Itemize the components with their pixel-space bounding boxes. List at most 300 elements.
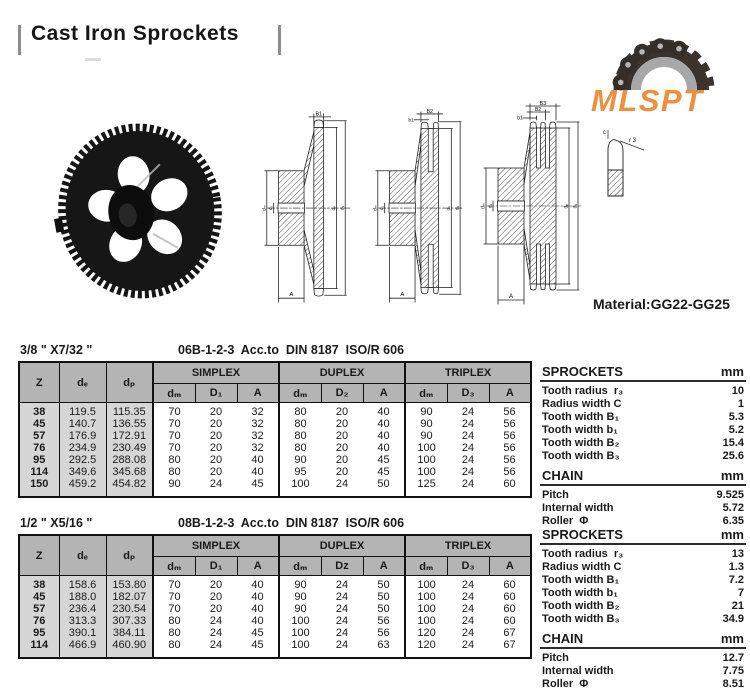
column-header: dₘ: [153, 384, 195, 403]
table-cell: 288.08: [106, 454, 153, 466]
spec-row: [540, 587, 746, 600]
spec-value: 7: [737, 586, 744, 599]
table-cell: 45: [251, 639, 264, 651]
column-header: D₂: [321, 384, 363, 403]
spec-row: [540, 437, 746, 450]
table-cell: 100: [279, 615, 321, 627]
group-header-triplex: TRIPLEX: [405, 362, 531, 384]
spec-row: [540, 652, 746, 665]
table-cell: 70: [153, 442, 195, 454]
spec-value: 1: [737, 397, 744, 410]
section1-size-label: 3/8 " X7/32 ": [20, 343, 93, 357]
table-cell: 313.3: [59, 615, 106, 627]
spec-label: Tooth width b₁: [542, 423, 618, 436]
table-cell: 90: [279, 576, 321, 592]
table-cell: 20: [209, 603, 223, 615]
table-row: [19, 403, 531, 419]
table-cell: 57: [19, 603, 59, 615]
table-cell: 24: [209, 627, 223, 639]
table-cell: 80: [153, 627, 195, 639]
table-cell: 466.9: [59, 639, 106, 658]
spec-row: [540, 411, 746, 424]
spec-row: [540, 613, 746, 626]
dim-label-r3: r 3: [629, 138, 637, 144]
spec-value: 12.7: [722, 652, 744, 665]
table-cell: 24: [335, 603, 349, 615]
spec-value: 7.75: [722, 665, 744, 678]
dim-label-B3: B3: [539, 101, 547, 107]
brand-text: MLSPT: [591, 83, 704, 118]
table-cell: 150: [19, 478, 59, 497]
table-cell: 80: [279, 403, 321, 419]
column-header: A: [489, 384, 531, 403]
table-cell: 100: [405, 576, 447, 592]
table-cell: 24: [461, 603, 475, 615]
table-cell: 80: [153, 454, 195, 466]
table-cell: 24: [461, 639, 475, 651]
table-cell: 90: [405, 418, 447, 430]
group-header-duplex: DUPLEX: [279, 362, 405, 384]
column-header: A: [237, 384, 279, 403]
table-cell: 24: [461, 454, 475, 466]
dim-label-d1: d₁: [379, 206, 385, 210]
table-row: [19, 442, 531, 454]
sprockets-heading: SPROCKETS: [542, 527, 623, 542]
sprockets-spec-list: [540, 548, 746, 625]
table-cell: 80: [153, 466, 195, 478]
table-cell: 50: [377, 579, 390, 591]
dim-label-b1: b1: [408, 118, 414, 124]
table-cell: 24: [461, 615, 475, 627]
sprockets-heading-row: [540, 364, 746, 382]
table-cell: 345.68: [106, 466, 153, 478]
simplex-section-drawing: [252, 110, 360, 308]
table-cell: 125: [405, 478, 447, 497]
table-cell: 24: [461, 478, 475, 490]
table-cell: 20: [335, 466, 349, 478]
table-cell: 100: [405, 442, 447, 454]
table-cell: 56: [503, 406, 516, 418]
spec-label: Tooth width B₂: [542, 599, 620, 612]
sprockets-heading: SPROCKETS: [542, 364, 623, 379]
table-cell: 24: [335, 639, 349, 651]
table-row: [19, 454, 531, 466]
column-header: A: [363, 557, 405, 576]
spec-value: 34.9: [722, 612, 744, 625]
tooth-profile-detail-drawing: [588, 126, 646, 210]
dim-label-A: A: [289, 292, 294, 299]
spec-label: Roller Φ: [542, 515, 589, 528]
table-cell: 188.0: [59, 591, 106, 603]
spec-value: 1.3: [728, 560, 744, 573]
table-cell: 90: [153, 478, 195, 497]
table-cell: 24: [461, 418, 475, 430]
unit-label: mm: [720, 631, 744, 647]
sprocket-table-06b: [18, 361, 532, 498]
spec-label: Tooth radius r₃: [542, 548, 624, 560]
spec-label: Tooth width B₃: [542, 612, 620, 625]
spec-row: [540, 450, 746, 463]
chain-heading: CHAIN: [542, 631, 584, 647]
table-cell: 40: [251, 454, 264, 466]
spec-value: 10: [731, 385, 744, 397]
table-cell: 390.1: [59, 627, 106, 639]
column-header: D₁: [195, 384, 237, 403]
table-row: [19, 576, 531, 592]
table-cell: 24: [209, 615, 223, 627]
table-cell: 20: [209, 591, 223, 603]
table-cell: 24: [335, 478, 349, 490]
table-row: [19, 418, 531, 430]
table-cell: 114: [19, 466, 59, 478]
table-cell: 236.4: [59, 603, 106, 615]
table-cell: 24: [461, 627, 475, 639]
dim-label-dm: dₘ: [373, 205, 379, 211]
column-header-z: Z: [19, 362, 59, 403]
dim-label-B2: B2: [534, 107, 542, 113]
column-header-dp: dₚ: [106, 362, 153, 403]
table-cell: 56: [503, 418, 516, 430]
table-cell: 70: [153, 603, 195, 615]
column-header: dₘ: [153, 557, 195, 576]
table-cell: 80: [153, 639, 195, 658]
table-cell: 20: [209, 454, 223, 466]
spec-row: [540, 561, 746, 574]
table-cell: 70: [153, 576, 195, 592]
table-cell: 100: [405, 591, 447, 603]
column-header-de: dₑ: [59, 362, 106, 403]
table-cell: 70: [153, 418, 195, 430]
chain-heading-row: [540, 631, 746, 649]
table-cell: 76: [19, 442, 59, 454]
table-cell: 95: [19, 627, 59, 639]
table-cell: 45: [19, 418, 59, 430]
page-title: Cast Iron Sprockets: [31, 22, 239, 45]
table-cell: 158.6: [59, 576, 106, 592]
column-header-z: Z: [19, 535, 59, 576]
chain-spec-list: [540, 489, 746, 528]
table-row: [19, 591, 531, 603]
dim-label-de: dₑ: [572, 203, 579, 209]
table-cell: 20: [335, 454, 349, 466]
chain-spec-list: [540, 652, 746, 691]
table-cell: 60: [503, 579, 516, 591]
table-row: [19, 615, 531, 627]
table-cell: 40: [251, 615, 264, 627]
table-cell: 119.5: [59, 403, 106, 419]
table-cell: 230.49: [106, 442, 153, 454]
column-header: dₘ: [279, 384, 321, 403]
group-header-triplex: TRIPLEX: [405, 535, 531, 557]
table-cell: 24: [335, 615, 349, 627]
table-cell: 100: [405, 603, 447, 615]
dim-label-d1: d₁: [487, 203, 493, 209]
group-header-simplex: SIMPLEX: [153, 535, 279, 557]
table-cell: 90: [279, 454, 321, 466]
brand-logo: [586, 14, 738, 118]
table-cell: 56: [503, 430, 516, 442]
table-cell: 56: [503, 466, 516, 478]
dim-label-d1: d₁: [268, 206, 274, 210]
column-header-dp: dₚ: [106, 535, 153, 576]
spec-value: 25.6: [722, 449, 744, 462]
table-cell: 172.91: [106, 430, 153, 442]
table-cell: 32: [251, 406, 264, 418]
table-row: [19, 478, 531, 497]
table-cell: 136.55: [106, 418, 153, 430]
column-header: Dz: [321, 557, 363, 576]
spec-row: [540, 385, 746, 398]
table-cell: 95: [19, 454, 59, 466]
table-cell: 45: [19, 591, 59, 603]
chain-heading: CHAIN: [542, 468, 584, 484]
dim-label-dm: dₘ: [262, 205, 268, 211]
table-cell: 20: [209, 442, 223, 454]
spec-label: Tooth width B₁: [542, 410, 620, 423]
column-header: D₃: [447, 557, 489, 576]
unit-label: mm: [720, 468, 744, 484]
table-cell: 140.7: [59, 418, 106, 430]
column-header: D₃: [447, 384, 489, 403]
group-header-duplex: DUPLEX: [279, 535, 405, 557]
spec-value: 9.525: [716, 489, 744, 502]
dim-label-dp: dₚ: [563, 203, 570, 209]
table-row: [19, 466, 531, 478]
dim-label-B1: B1: [315, 111, 323, 118]
title-bar-right: [278, 25, 281, 55]
dim-label-dp: dₚ: [331, 205, 337, 211]
decorative-mark: [85, 58, 101, 61]
spec-row: [540, 574, 746, 587]
spec-label: Tooth radius r₃: [542, 385, 624, 397]
dim-label-de: dₑ: [455, 205, 461, 211]
table-cell: 60: [503, 603, 516, 615]
dim-label-dp: dₚ: [446, 205, 452, 211]
dim-label-c: c: [603, 130, 606, 136]
table-cell: 50: [377, 591, 390, 603]
spec-label: Internal width: [542, 502, 614, 515]
dim-label-dm: dₘ: [480, 203, 487, 209]
spec-row: [540, 489, 746, 502]
table-cell: 32: [251, 418, 264, 430]
table-cell: 45: [251, 478, 264, 490]
table-cell: 114: [19, 639, 59, 658]
table-cell: 100: [405, 615, 447, 627]
table-cell: 40: [377, 406, 390, 418]
material-note: Material:GG22-GG25: [593, 296, 730, 312]
table-cell: 24: [461, 430, 475, 442]
table-cell: 20: [335, 406, 349, 418]
table-cell: 24: [335, 627, 349, 639]
column-header: A: [363, 384, 405, 403]
title-bar-left: [18, 25, 21, 55]
dim-label-de: dₑ: [340, 205, 346, 211]
dim-label-A: A: [400, 292, 405, 299]
table-cell: 20: [335, 430, 349, 442]
table-row: [19, 639, 531, 658]
table-cell: 56: [377, 615, 390, 627]
table-cell: 45: [377, 454, 390, 466]
spec-row: [540, 424, 746, 437]
table-cell: 63: [377, 639, 390, 651]
table-cell: 80: [279, 442, 321, 454]
unit-label: mm: [720, 364, 744, 379]
spec-label: Tooth width B₂: [542, 436, 620, 449]
table-cell: 100: [279, 478, 321, 497]
spec-label: Internal width: [542, 665, 614, 678]
table-cell: 38: [19, 403, 59, 419]
dim-label-b1: b1: [517, 115, 523, 122]
table-cell: 115.35: [106, 403, 153, 419]
unit-label: mm: [720, 527, 744, 542]
table-cell: 45: [377, 466, 390, 478]
table-cell: 67: [503, 627, 516, 639]
group-header-row: [19, 362, 531, 384]
table-cell: 70: [153, 591, 195, 603]
group-header-row: [19, 535, 531, 557]
table-cell: 384.11: [106, 627, 153, 639]
table-cell: 20: [335, 442, 349, 454]
dim-label-A: A: [508, 294, 514, 300]
table-cell: 70: [153, 403, 195, 419]
table-cell: 100: [279, 639, 321, 658]
table-cell: 56: [377, 627, 390, 639]
table-cell: 90: [279, 591, 321, 603]
spec-row: [540, 548, 746, 561]
table-cell: 24: [209, 639, 223, 651]
spec-value: 6.35: [722, 515, 744, 528]
sprockets-heading-row: [540, 527, 746, 545]
column-header: dₘ: [405, 557, 447, 576]
table-cell: 90: [405, 430, 447, 442]
table-cell: 32: [251, 442, 264, 454]
chain-heading-row: [540, 468, 746, 486]
table-cell: 24: [335, 579, 349, 591]
table-cell: 57: [19, 430, 59, 442]
table-row: [19, 627, 531, 639]
spec-panel-08b: [540, 527, 746, 691]
table-cell: 76: [19, 615, 59, 627]
table-cell: 24: [461, 442, 475, 454]
table-cell: 80: [153, 615, 195, 627]
table-cell: 80: [279, 430, 321, 442]
table-cell: 60: [503, 615, 516, 627]
spec-value: 15.4: [722, 436, 744, 449]
spec-row: [540, 678, 746, 691]
table-cell: 20: [209, 579, 223, 591]
table-cell: 460.90: [106, 639, 153, 658]
spec-label: Pitch: [542, 489, 569, 502]
section2-size-label: 1/2 " X5/16 ": [20, 516, 93, 530]
table-cell: 20: [335, 418, 349, 430]
table-cell: 307.33: [106, 615, 153, 627]
table-cell: 24: [461, 579, 475, 591]
table-cell: 67: [503, 639, 516, 651]
spec-row: [540, 502, 746, 515]
table-row: [19, 603, 531, 615]
sprocket-table-08b: [18, 534, 532, 659]
spec-value: 13: [731, 548, 744, 560]
column-header: dₘ: [405, 384, 447, 403]
table-cell: 70: [153, 430, 195, 442]
section1-spec-label: 06B-1-2-3 Acc.to DIN 8187 ISO/R 606: [178, 343, 405, 357]
table-cell: 20: [209, 466, 223, 478]
spec-label: Tooth width b₁: [542, 586, 618, 599]
table-cell: 100: [405, 466, 447, 478]
table-row: [19, 430, 531, 442]
table-cell: 45: [251, 627, 264, 639]
group-header-simplex: SIMPLEX: [153, 362, 279, 384]
table-cell: 24: [335, 591, 349, 603]
section2-spec-label: 08B-1-2-3 Acc.to DIN 8187 ISO/R 606: [178, 516, 405, 530]
table-cell: 50: [377, 478, 390, 490]
table-cell: 24: [461, 591, 475, 603]
spec-label: Tooth width B₁: [542, 573, 620, 586]
table-cell: 24: [209, 478, 223, 490]
spec-value: 21: [731, 599, 744, 612]
spec-value: 5.2: [728, 423, 744, 436]
sprocket-photo: [46, 116, 234, 306]
table-cell: 230.54: [106, 603, 153, 615]
sprocket-chain-icon: [586, 14, 738, 118]
table-cell: 60: [503, 591, 516, 603]
table-cell: 38: [19, 576, 59, 592]
table-cell: 176.9: [59, 430, 106, 442]
table-cell: 120: [405, 627, 447, 639]
table-cell: 100: [405, 454, 447, 466]
sprockets-spec-list: [540, 385, 746, 462]
spec-label: Tooth width B₃: [542, 449, 620, 462]
table-cell: 40: [377, 442, 390, 454]
spec-label: Roller Φ: [542, 678, 589, 691]
table-cell: 90: [279, 603, 321, 615]
table-cell: 60: [503, 478, 516, 490]
table-cell: 32: [251, 430, 264, 442]
table-cell: 40: [377, 430, 390, 442]
table-cell: 56: [503, 454, 516, 466]
table-cell: 454.82: [106, 478, 153, 497]
spec-value: 8.51: [722, 678, 744, 691]
column-header: A: [489, 557, 531, 576]
spec-value: 7.2: [728, 573, 744, 586]
table-cell: 24: [461, 406, 475, 418]
column-header: D₁: [195, 557, 237, 576]
column-header-de: dₑ: [59, 535, 106, 576]
spec-value: 5.72: [722, 502, 744, 515]
table-cell: 56: [503, 442, 516, 454]
spec-label: Pitch: [542, 652, 569, 665]
table-cell: 40: [251, 603, 264, 615]
spec-row: [540, 665, 746, 678]
table-cell: 24: [461, 466, 475, 478]
triplex-section-drawing: [475, 102, 591, 310]
table-cell: 40: [251, 591, 264, 603]
table-cell: 234.9: [59, 442, 106, 454]
spec-value: 5.3: [728, 410, 744, 423]
column-header: dₘ: [279, 557, 321, 576]
table-cell: 182.07: [106, 591, 153, 603]
table-cell: 459.2: [59, 478, 106, 497]
table-cell: 50: [377, 603, 390, 615]
dim-label-B2: B2: [426, 108, 434, 115]
table-cell: 349.6: [59, 466, 106, 478]
table-cell: 90: [405, 403, 447, 419]
spec-label: Radius width C: [542, 397, 622, 410]
table-cell: 40: [377, 418, 390, 430]
table-cell: 100: [279, 627, 321, 639]
spec-row: [540, 600, 746, 613]
column-header: A: [237, 557, 279, 576]
